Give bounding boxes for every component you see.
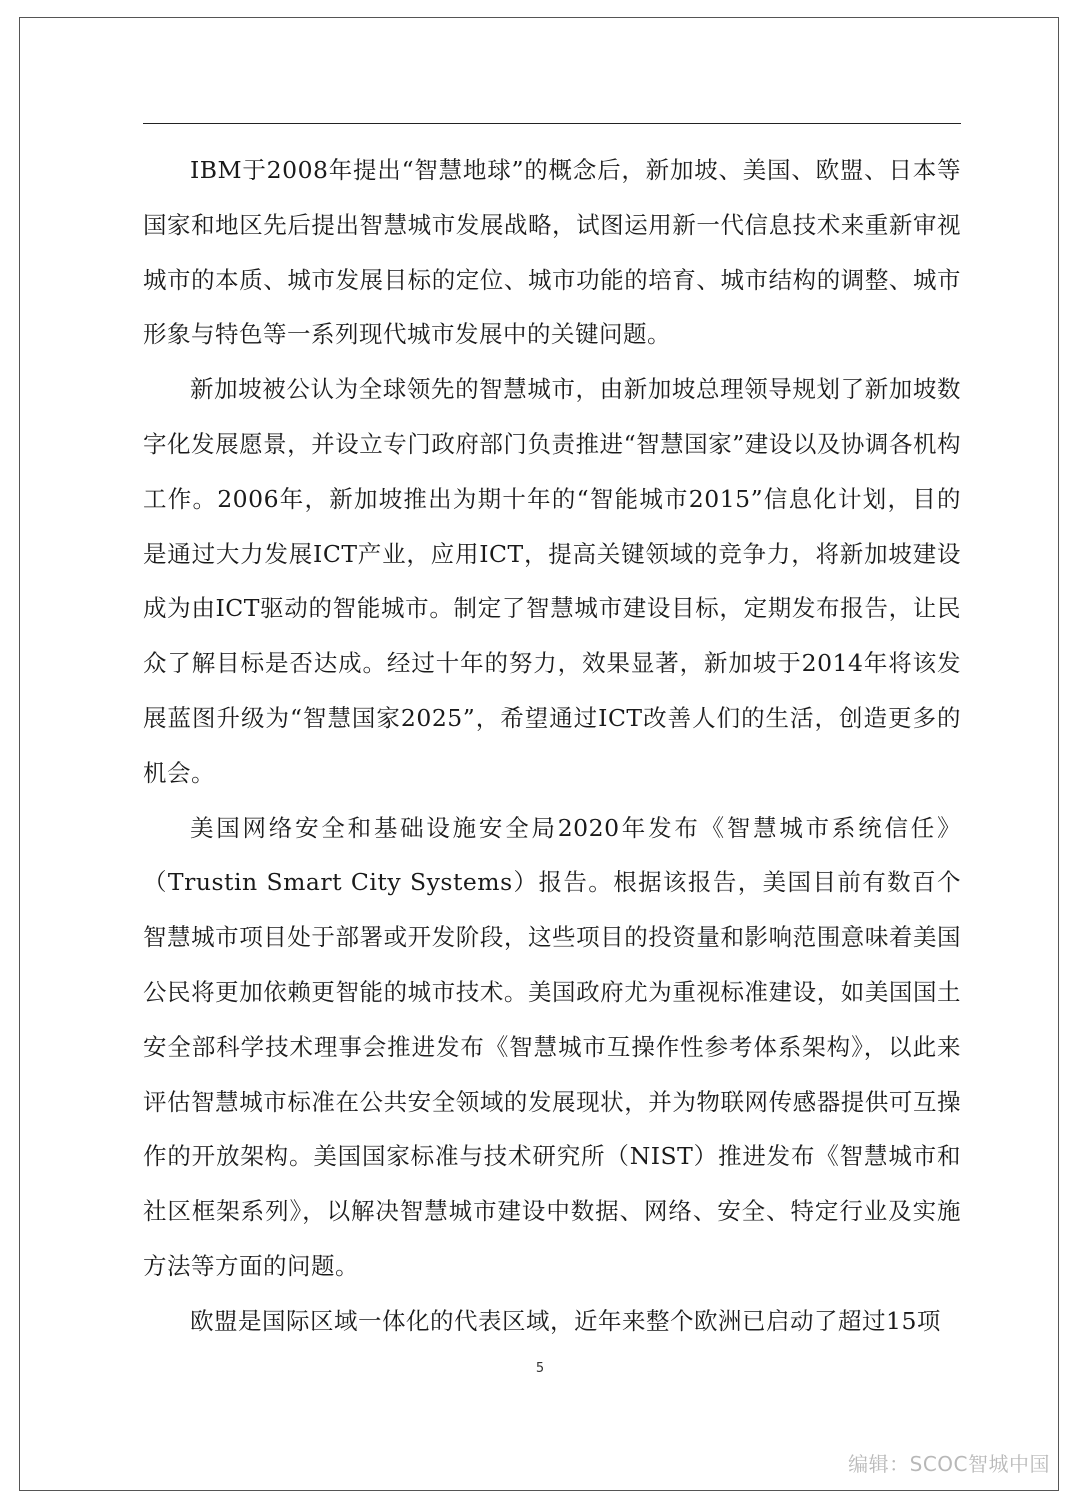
paragraph-ibm-smart-planet: IBM于2008年提出“智慧地球”的概念后，新加坡、美国、欧盟、日本等国家和地区先后提出智慧城市发展战略，试图运用新一代信息技术来重新审视城市的本质、城市发展目标的定位、城市功能的培育、城市结构的调整、城市形象与特色等一系列现代城市发展中的关键问题。: [143, 156, 961, 349]
editor-watermark: 编辑：SCOC智城中国: [848, 1452, 1050, 1476]
page-number: 5: [535, 1361, 545, 1376]
paragraph-singapore: 新加坡被公认为全球领先的智慧城市，由新加坡总理领导规划了新加坡数字化发展愿景，并设立专门政府部门负责推进“智慧国家”建设以及协调各机构工作。2006年，新加坡推出为期十年的“智能城市2015”信息化计划，目的是通过大力发展ICT产业，应用ICT，提高关键领域的竞争力，将新加坡建设成为由ICT驱动的智能城市。制定了智慧城市建设目标，定期发布报告，让民众了解目标是否达成。经过十年的努力，效果显著，新加坡于2014年将该发展蓝图升级为“智慧国家2025”，希望通过ICT改善人们的生活，创造更多的机会。: [143, 375, 961, 787]
paragraph-european-union: 欧盟是国际区域一体化的代表区域，近年来整个欧洲已启动了超过15项: [190, 1306, 941, 1335]
document-body: [143, 143, 961, 1349]
header-rule: [143, 123, 961, 124]
paragraph-united-states: 美国网络安全和基础设施安全局2020年发布《智慧城市系统信任》（Trustin Smart City Systems）报告。根据该报告，美国目前有数百个智慧城市项目处于部署或开发阶段，这些项目的投资量和影响范围意味着美国公民将更加依赖更智能的城市技术。美国政府尤为重视标准建设，如美国国土安全部科学技术理事会推进发布《智慧城市互操作性参考体系架构》，以此来评估智慧城市标准在公共安全领域的发展现状，并为物联网传感器提供可互操作的开放架构。美国国家标准与技术研究所（NIST）推进发布《智慧城市和社区框架系列》，以解决智慧城市建设中数据、网络、安全、特定行业及实施方法等方面的问题。: [143, 813, 961, 1280]
